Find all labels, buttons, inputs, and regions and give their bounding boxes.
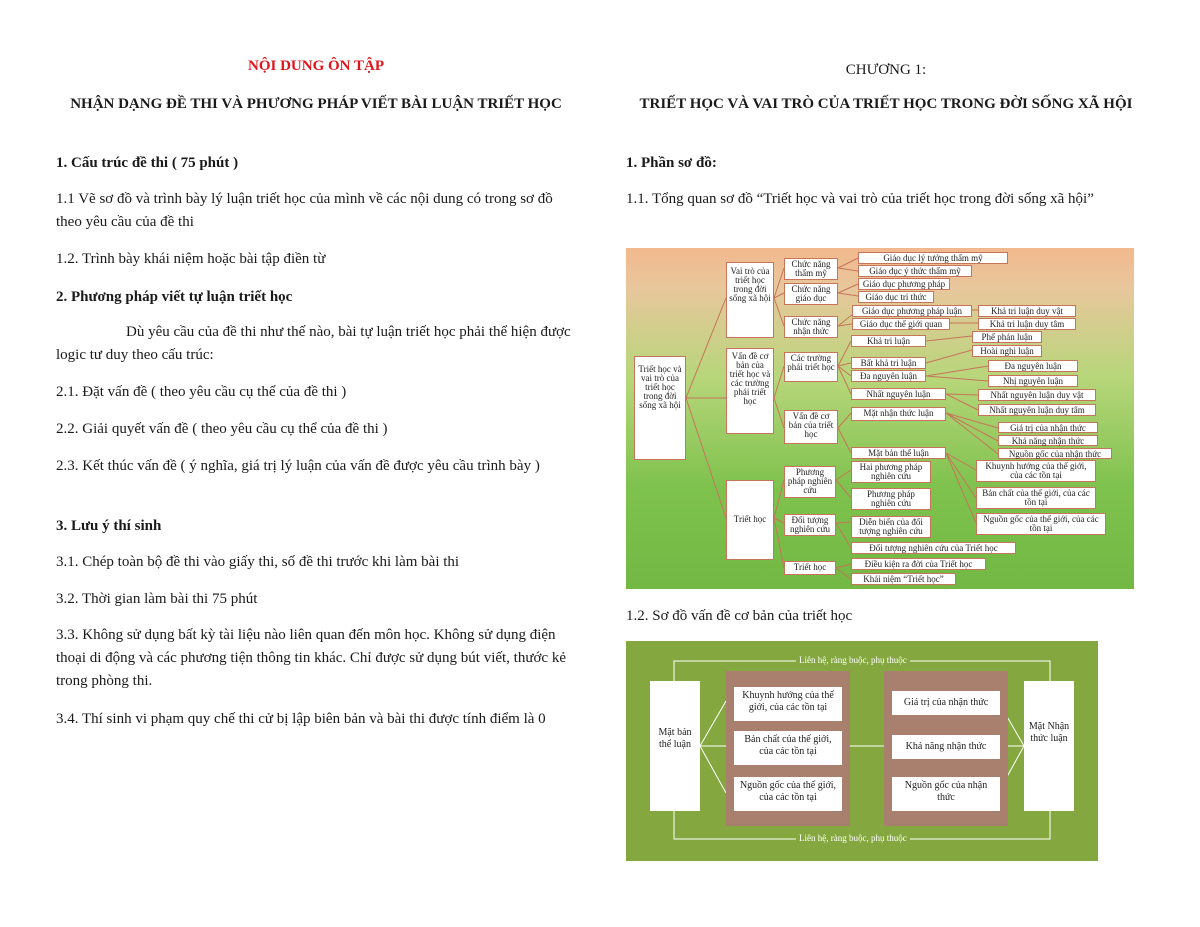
research-methods: Phương pháp nghiên cứu bbox=[784, 466, 836, 498]
epistemology-item-1: Giá trị của nhận thức bbox=[892, 691, 1000, 715]
right-leaf-4: Hoài nghi luận bbox=[972, 345, 1042, 357]
research-object: Đối tượng nghiên cứu bbox=[784, 514, 836, 536]
left-heading: NHẬN DẠNG ĐỀ THI VÀ PHƯƠNG PHÁP VIẾT BÀI LUẬN TRIẾT HỌC bbox=[70, 96, 562, 112]
section-2-intro: Dù yêu cầu của đề thi như thế nào, bài tự luận triết học phải thể hiện được logic tư duy theo cấu trúc: bbox=[56, 324, 571, 363]
right-leaf-10: Khả năng nhận thức bbox=[998, 435, 1098, 446]
item-2-3: 2.3. Kết thúc vấn đề ( ý nghĩa, giá trị lý luận của vấn đề được yêu cầu trình bày ) bbox=[56, 458, 540, 474]
section-2-title: 2. Phương pháp viết tự luận triết học bbox=[56, 289, 293, 305]
part-title: 1. Phần sơ đồ: bbox=[626, 155, 717, 171]
branch-basic-issue: Vấn đề cơ bản của triết học và các trường phái triết học bbox=[726, 348, 774, 434]
basic-issue: Vấn đề cơ bản của triết học bbox=[784, 410, 838, 444]
leaf-18: Khái niệm “Triết học” bbox=[851, 573, 956, 585]
leaf-16: Đối tượng nghiên cứu của Triết học bbox=[851, 542, 1016, 554]
review-title: NỘI DUNG ÔN TẬP bbox=[248, 58, 384, 74]
item-2-1: 2.1. Đặt vấn đề ( theo yêu cầu cụ thể của đề thi ) bbox=[56, 384, 347, 400]
item-3-3: 3.3. Không sử dụng bất kỳ tài liệu nào liên quan đến môn học. Không sử dụng điện thoại di động và các phương tiện thông tin khác. Chỉ được sử dụng bút viết, thước kẻ trong phòng thi. bbox=[56, 627, 566, 689]
right-leaf-5: Đa nguyên luận bbox=[988, 360, 1078, 372]
ontology-item-2: Bản chất của thế giới, của các tồn tại bbox=[734, 731, 842, 765]
right-leaf-3: Phế phán luận bbox=[972, 331, 1042, 343]
right-leaf-12: Khuynh hướng của thế giới, của các tồn tại bbox=[976, 460, 1096, 482]
right-leaf-6: Nhị nguyên luận bbox=[988, 375, 1078, 387]
right-leaf-13: Bản chất của thế giới, của các tồn tại bbox=[976, 487, 1096, 509]
leaf-8: Bất khả tri luận bbox=[851, 357, 926, 369]
leaf-17: Điều kiện ra đời của Triết học bbox=[851, 558, 986, 570]
branch-role: Vai trò của triết học trong đời sống xã hội bbox=[726, 262, 774, 338]
mind-map-root: Triết học và vai trò của triết học trong đời sống xã hội bbox=[634, 356, 686, 460]
func-aesthetic: Chức năng thẩm mỹ bbox=[784, 258, 838, 280]
right-leaf-8: Nhất nguyên luận duy tâm bbox=[978, 404, 1096, 416]
right-leaf-1: Khả tri luận duy vật bbox=[978, 305, 1076, 317]
branch-philosophy: Triết học bbox=[726, 480, 774, 560]
leaf-12: Mặt bản thể luận bbox=[851, 447, 946, 459]
philosophy-mind-map bbox=[626, 248, 1134, 589]
ontology-box: Mặt bản thể luận bbox=[650, 681, 700, 811]
basic-issue-diagram bbox=[626, 641, 1098, 861]
epistemology-box: Mặt Nhận thức luận bbox=[1024, 681, 1074, 811]
epistemology-item-3: Nguồn gốc của nhận thức bbox=[892, 777, 1000, 811]
section-1-title: 1. Cấu trúc đề thi ( 75 phút ) bbox=[56, 155, 239, 171]
leaf-15: Diễn biến của đối tượng nghiên cứu bbox=[851, 516, 931, 538]
leaf-3: Giáo dục phương pháp bbox=[858, 278, 950, 290]
right-leaf-2: Khả tri luận duy tâm bbox=[978, 318, 1076, 330]
item-2-2: 2.2. Giải quyết vấn đề ( theo yêu cầu cụ thể của đề thi ) bbox=[56, 421, 388, 437]
right-leaf-11: Nguồn gốc của nhận thức bbox=[998, 448, 1112, 459]
philosophy-node: Triết học bbox=[784, 561, 836, 575]
diagram-top-label: Liên hệ, ràng buộc, phụ thuộc bbox=[796, 655, 910, 665]
right-leaf-9: Giá trị của nhận thức bbox=[998, 422, 1098, 433]
right-leaf-7: Nhất nguyên luận duy vật bbox=[978, 389, 1096, 401]
item-r-1-1: 1.1. Tổng quan sơ đồ “Triết học và vai trò của triết học trong đời sống xã hội” bbox=[626, 191, 1094, 207]
leaf-4: Giáo dục tri thức bbox=[858, 291, 934, 303]
leaf-13: Hai phương pháp nghiên cứu bbox=[851, 461, 931, 483]
diagram-bottom-label: Liên hệ, ràng buộc, phụ thuộc bbox=[796, 833, 910, 843]
leaf-11: Mặt nhận thức luận bbox=[851, 407, 946, 421]
right-leaf-14: Nguồn gốc của thế giới, của các tồn tại bbox=[976, 513, 1106, 535]
leaf-9: Đa nguyên luận bbox=[851, 370, 926, 382]
item-3-1: 3.1. Chép toàn bộ đề thi vào giấy thi, số đề thi trước khi làm bài thi bbox=[56, 554, 460, 570]
leaf-1: Giáo dục lý tưởng thẩm mỹ bbox=[858, 252, 1008, 264]
leaf-7: Khả tri luận bbox=[851, 335, 926, 347]
leaf-2: Giáo dục ý thức thẩm mỹ bbox=[858, 265, 972, 277]
item-3-2: 3.2. Thời gian làm bài thi 75 phút bbox=[56, 591, 258, 607]
leaf-14: Phương pháp nghiên cứu bbox=[851, 488, 931, 510]
item-1-1: 1.1 Vẽ sơ đồ và trình bày lý luận triết học của mình về các nội dung có trong sơ đồ theo yêu cầu của đề thi bbox=[56, 191, 553, 230]
epistemology-item-2: Khả năng nhận thức bbox=[892, 735, 1000, 759]
item-1-2: 1.2. Trình bày khái niệm hoặc bài tập điền từ bbox=[56, 251, 326, 267]
item-r-1-2: 1.2. Sơ đồ vấn đề cơ bản của triết học bbox=[626, 608, 853, 624]
chapter-label: CHƯƠNG 1: bbox=[845, 62, 927, 78]
schools: Các trường phái triết học bbox=[784, 352, 838, 382]
section-3-title: 3. Lưu ý thí sinh bbox=[56, 518, 162, 534]
chapter-heading: TRIẾT HỌC VÀ VAI TRÒ CỦA TRIẾT HỌC TRONG ĐỜI SỐNG XÃ HỘI bbox=[639, 96, 1133, 112]
func-education: Chức năng giáo dục bbox=[784, 283, 838, 305]
func-cognition: Chức năng nhận thức bbox=[784, 316, 838, 338]
ontology-item-3: Nguồn gốc của thế giới, của các tồn tại bbox=[734, 777, 842, 811]
ontology-item-1: Khuynh hướng của thế giới, của các tồn tại bbox=[734, 687, 842, 721]
leaf-10: Nhất nguyên luận bbox=[851, 388, 946, 400]
leaf-6: Giáo dục thế giới quan bbox=[852, 318, 950, 330]
leaf-5: Giáo dục phương pháp luận bbox=[852, 305, 972, 317]
item-3-4: 3.4. Thí sinh vi phạm quy chế thi cử bị lập biên bản và bài thi được tính điểm là 0 bbox=[56, 711, 546, 727]
